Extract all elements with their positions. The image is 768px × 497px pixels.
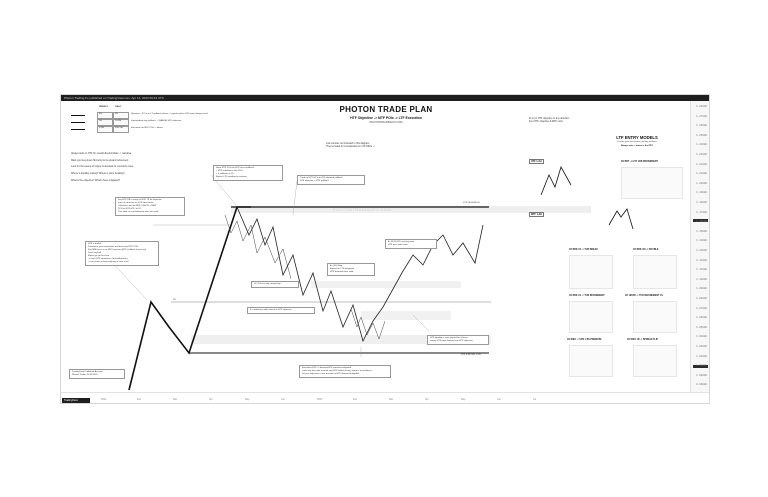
htf-low-label: HTF STRONG LOW (461, 354, 481, 356)
annotation-bos: A - BOS HTF new leg zone HTF price path seen (385, 239, 437, 249)
price-scale-label: 1.23000 (696, 153, 707, 156)
page-title: PHOTON TRADE PLAN (339, 105, 433, 114)
price-scale-label: 1.14000 (696, 239, 707, 243)
ltf-model-label: 1D BRK 1S -> TUR BREAK (569, 249, 598, 251)
legend-header-weekly: WEEKLY (99, 106, 109, 108)
ltf-model-chart (569, 301, 613, 333)
published-note: TradingView Published Account Photon Trader 15.06.2023 (69, 369, 125, 379)
annotation-liquidity: HTF liquidity is now aligned for 4 bears sweep HTF high starting from HTF objective (427, 335, 489, 345)
ltf-swing-path (225, 215, 291, 279)
time-axis-label: Feb (137, 398, 142, 401)
price-scale-label: 1.25000 (696, 133, 707, 137)
ltf-models-title: LTF ENTRY MODELS (616, 135, 658, 140)
annotation-imbalance: E - imbalance with refined to HTF objective (247, 307, 315, 314)
right-note: IF it's in HTF objective in any direction then HTF objective & MTF entry (529, 117, 570, 124)
pd-label: PD (173, 299, 177, 301)
top-note: Link minutes not included in this diagram. They're listed for consideration in LTF MM's -> (326, 142, 375, 149)
price-scale-label: 1.20000 (696, 181, 707, 185)
annotation-execution: Execution HTF -> demand HTF premium mitigated Look only that side to mark only HTF bullish facing, there is no evidence Do you only want a new reaction to HTF demand mitigated (299, 365, 391, 378)
price-scale-label: 1.03000 (696, 345, 707, 348)
legend-row: 5-1M 30S-1M Execution for MTF POIs + above (71, 126, 191, 132)
price-scale-label: 1.19000 (696, 191, 707, 195)
window-title: Photon Trading Fx published on TradingView.com, Apr 14, 2023 09:43 UTC (64, 96, 165, 100)
ltf-model-label: 1D BRT -> HTF 1DB REFINEMENT (621, 161, 658, 163)
price-scale-label: 1.01000 (696, 364, 707, 368)
price-scale-label: 1.22000 (696, 162, 707, 166)
mtf-tag: MTF 1-2H (531, 213, 542, 216)
price-scale-label: 1.18000 (696, 201, 707, 204)
time-axis-label: May (461, 398, 466, 401)
price-scale-label: 1.24000 (696, 143, 707, 147)
ltf-model-chart (569, 255, 613, 289)
ltf-models-question: Always ask -> where's the PD? (621, 145, 653, 147)
legend-header-daily: DAILY (115, 106, 122, 108)
price-scale-label: 1.06000 (696, 316, 707, 320)
time-axis-label: Mar (389, 398, 394, 401)
time-axis-label: Feb (353, 398, 358, 401)
price-scale-label: 0.99000 (696, 383, 707, 387)
price-scale-label: 1.28000 (696, 105, 707, 108)
watermark-text: PHOTONTRADINGFX.COM (333, 207, 392, 212)
price-scale[interactable] (690, 101, 709, 393)
tradingview-badge[interactable]: TradingView (62, 398, 90, 403)
time-axis-label: May (245, 398, 250, 401)
ltf-model-chart (633, 255, 677, 289)
annotation-price-chop: 1D: Price is key swing/chop (251, 281, 299, 288)
price-scale-label: 1.09000 (696, 287, 707, 291)
time-axis-label: Jun (281, 398, 285, 401)
htf-tag: HTF 1-2H (531, 160, 542, 163)
price-scale-label: 1.27000 (696, 114, 707, 118)
price-scale-label: 1.02000 (696, 354, 707, 358)
ltf-model-chart (621, 167, 683, 199)
time-axis-label: Jun (497, 398, 501, 401)
ltf-model-label: 1D BRK 1S -> TUR REFINEMENT (569, 295, 605, 297)
price-scale-label: 1.15000 (696, 229, 707, 233)
website-label: PHOTONTRADINGFX.COM (369, 121, 403, 124)
ltf-model-chart (633, 345, 677, 377)
time-axis[interactable] (61, 392, 709, 403)
price-scale-label: 1.11000 (696, 268, 707, 272)
ltf-model-diagram-2 (609, 209, 633, 229)
annotation-mitigation: A - (ID) Mitig. Expect for LTF mitigation HTF demand zone valid (327, 263, 375, 276)
htf-high-label: HTF HIGH/HIGH (463, 202, 480, 204)
intro-notes: Always start on HTF for overall direction/bias -> narrative. Mark your key-down fib-bump & its upward refinement. Look for the sweep of supply & demand for execution ones. Where is liquidity resting? Where is price heading? What is the objective? What's been mitigated? (71, 152, 134, 182)
annotation-mtf-swing: Key HTF PB's swing on MTF TF for objective most of structure no HTF time frame Otherwise wait for MTF CHoCH = NEW POI for MTF HTF, to 1D This adds no consideration what we need (115, 197, 185, 216)
price-scale-label: 1.21000 (696, 172, 707, 176)
time-axis-label: Apr (209, 398, 213, 401)
legend-row: 4H 1H Narrative - IF 1st or LT pullback above -> signals where HTF may change trend (71, 112, 191, 118)
price-scale-label: 1.17000 (696, 210, 707, 214)
page-subtitle: HTF Objective -> MTF POIs -> LTF Execution (350, 116, 422, 120)
price-scale-label: 1.05000 (696, 325, 707, 329)
price-scale-label: 1.08000 (696, 297, 707, 300)
time-axis-label: 2023 (317, 398, 323, 401)
price-scale-label: 1.16000 (696, 220, 707, 224)
ltf-model-label: 1D IBEX -> UPS 1 BS PREMIUM (567, 339, 602, 341)
ltf-model-label: 1D BRK 1M -> DOUBLE (633, 249, 659, 251)
ltf-model-chart (633, 301, 677, 333)
price-scale-label: 1.04000 (696, 335, 707, 339)
time-axis-label: Apr (425, 398, 429, 401)
time-axis-label: 2022 (101, 398, 107, 401)
ltf-model-label: 1D 1M BR -> TUR REFINEMENT 1S (625, 295, 663, 297)
htf-swing-path (129, 207, 251, 390)
ltf-model-diagram-1 (541, 167, 571, 195)
annotation-htf-bullish: HTF is bullish Determine your extremities and bias from HTF POIs Key MM focus is on HTF key point (HTF pullback low to set) Don't buy/sell Marks go on the chart -> mark HTF extremities (bullish/bearish) -> no reason to buy anything in here at all (85, 241, 159, 266)
price-scale-label: 1.12000 (696, 258, 707, 262)
price-scale-label: 1.07000 (696, 306, 707, 310)
price-scale-label: 1.13000 (696, 249, 707, 252)
ltf-model-chart (569, 345, 613, 377)
ltf-models-subtitle: Decide your bias before getting involved (617, 141, 657, 143)
price-scale-label: 1.26000 (696, 124, 707, 128)
annotation-mtf-pois: Have MTF POIs for HTF focus pullback + MTF imbalance with FVG + a pullback to 1D Expect LTF trending to continue (213, 165, 283, 181)
chart-window (60, 94, 710, 404)
time-axis-label: Jul (533, 398, 537, 401)
legend-row: 1H 15-5M Intermediate key pullback - CHANGE HTF objective (71, 119, 191, 125)
time-axis-label: Mar (173, 398, 178, 401)
mtf-demand-zone-2 (311, 281, 461, 288)
price-scale-label: 1.10000 (696, 277, 707, 281)
annotation-htf-trade: Trade at HTF HP into HTF demand pullback HTF objective = HTF pullback (297, 175, 365, 185)
ltf-model-label: 1D IBEX 1D -> SPREAD FLIP (627, 339, 659, 341)
price-scale-label: 1.00000 (696, 373, 707, 377)
